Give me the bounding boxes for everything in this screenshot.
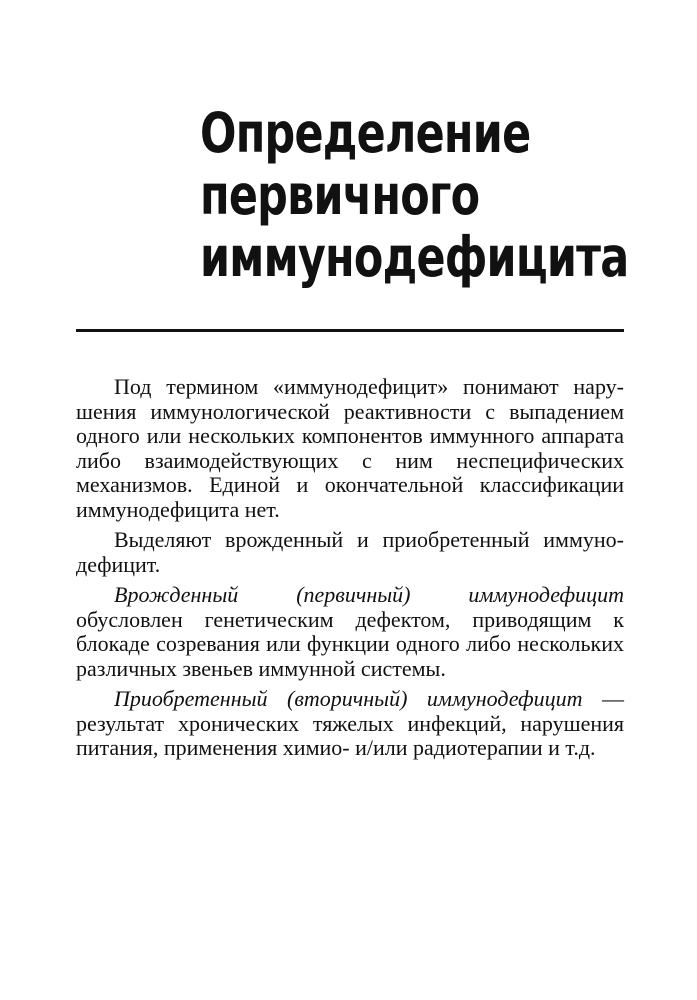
chapter-body — [76, 375, 624, 767]
chapter-title-line-3: иммунодефицита — [200, 225, 629, 289]
chapter-title-line-2: первичного — [200, 163, 480, 227]
paragraph-primary — [76, 583, 624, 681]
paragraph-secondary — [76, 687, 624, 761]
paragraph-secondary-text: — результат хронических тяжелых инфекций, нарушения питания, применения химио- и/или радиотерапии и т.д. — [76, 686, 624, 760]
term-secondary-immunodeficiency: Приобретенный (вторичный) иммунодефицит — [114, 686, 583, 711]
chapter-title — [200, 101, 629, 289]
paragraph-primary-text: обусловлен генетическим дефектом, приводящим к блокаде созревания или функции одного либо нескольких различных звеньев иммунной системы. — [76, 606, 624, 681]
term-primary-immunodeficiency: Врожденный (первичный) иммунодефицит — [114, 582, 624, 607]
title-divider — [76, 329, 624, 332]
chapter-title-line-1: Определение — [200, 101, 531, 165]
paragraph-types: Выделяют врожденный и приобретенный иммунодефицит. — [76, 527, 624, 577]
paragraph-definition: Под термином «иммунодефицит» понимают нарушения иммунологической реактивности с выпадением одного или нескольких компонентов иммунного аппарата либо взаимодействующих с ним неспецифических механизмов. Единой и окончательной классификации иммунодефицита нет. — [76, 374, 624, 522]
